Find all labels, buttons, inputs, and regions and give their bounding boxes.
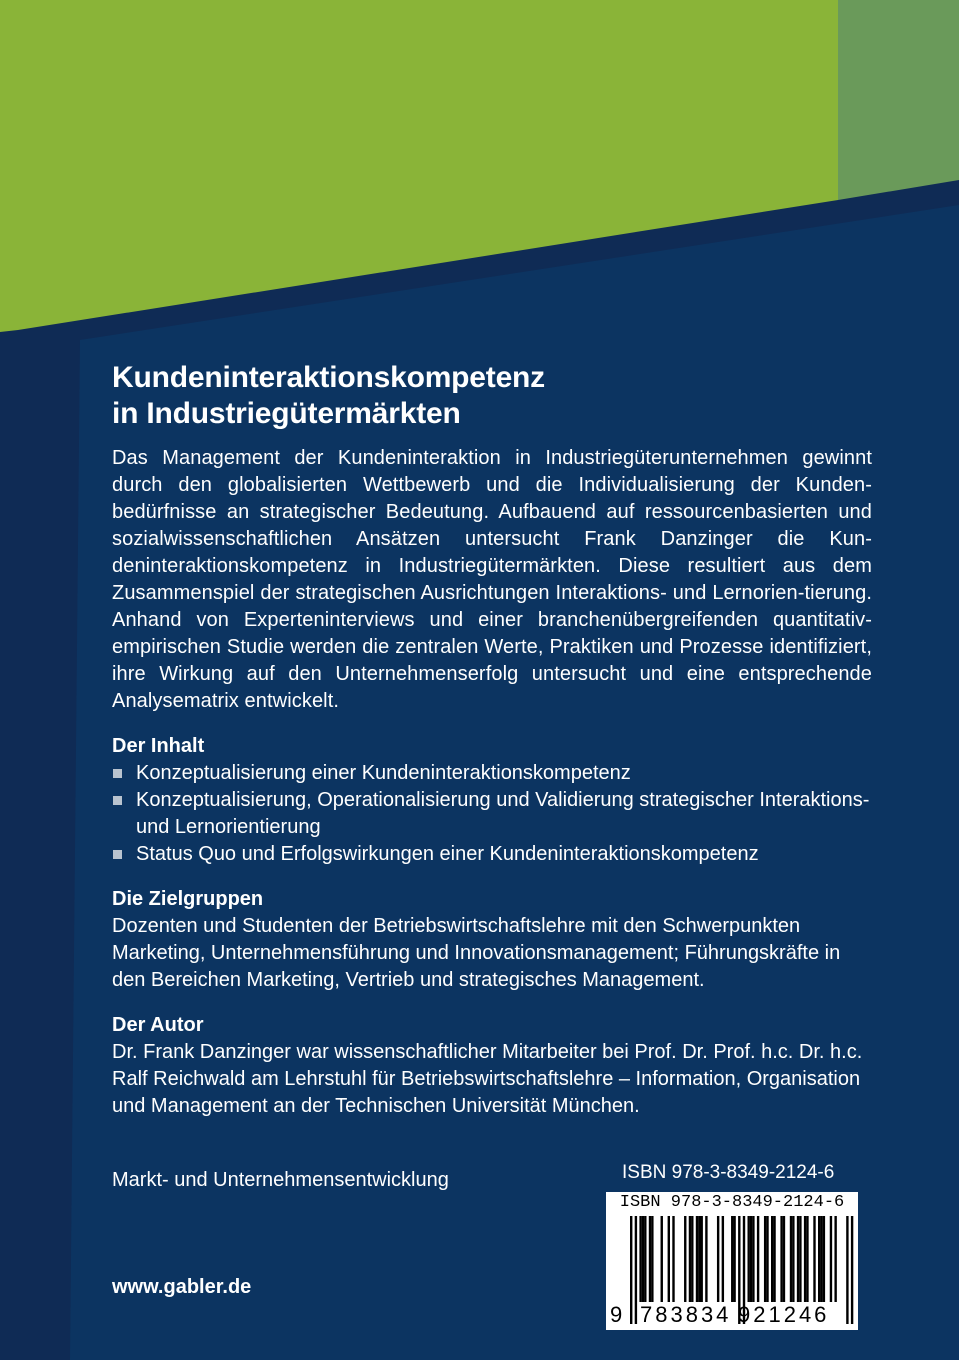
barcode-bar xyxy=(668,1216,670,1302)
barcode-bar xyxy=(661,1216,663,1302)
barcode-right-digits: 921246 xyxy=(738,1302,830,1327)
barcode-bar xyxy=(846,1216,848,1324)
barcode-bar xyxy=(748,1216,750,1302)
barcode-bar xyxy=(691,1216,693,1302)
barcode-bar xyxy=(696,1216,698,1302)
barcode-bar xyxy=(642,1216,644,1302)
barcode-bar xyxy=(851,1216,853,1324)
green-corner xyxy=(838,0,959,200)
barcode-bar xyxy=(818,1216,820,1302)
isbn-label: ISBN 978-3-8349-2124-6 xyxy=(622,1162,835,1183)
barcode-bar xyxy=(672,1216,674,1302)
title-line-1: Kundeninteraktionskompetenz xyxy=(112,361,545,394)
book-title xyxy=(112,360,872,432)
barcode-bar xyxy=(771,1216,773,1302)
barcode-bar xyxy=(764,1216,766,1302)
barcode-bar xyxy=(806,1216,808,1302)
barcode-bar xyxy=(701,1216,703,1302)
square-bullet-icon xyxy=(113,769,122,778)
barcode-bar xyxy=(830,1216,832,1302)
barcode-bar xyxy=(731,1216,733,1302)
audience-heading: Die Zielgruppen xyxy=(112,888,264,910)
barcode-bar xyxy=(750,1216,752,1302)
barcode-left-digits: 783834 xyxy=(640,1302,732,1327)
barcode-bar xyxy=(797,1216,799,1302)
barcode-bar xyxy=(804,1216,806,1302)
barcode-bar xyxy=(820,1216,822,1302)
barcode-bar xyxy=(792,1216,794,1302)
barcode-bar xyxy=(649,1216,651,1302)
barcode-bar xyxy=(705,1216,707,1302)
barcode-bar xyxy=(689,1216,691,1302)
barcode-bar xyxy=(799,1216,801,1302)
barcode-bar xyxy=(717,1216,719,1302)
barcode-bar xyxy=(823,1216,825,1302)
contents-heading: Der Inhalt xyxy=(112,735,205,757)
square-bullet-icon xyxy=(113,850,122,859)
square-bullet-icon xyxy=(113,796,122,805)
author-heading: Der Autor xyxy=(112,1014,204,1036)
isbn-barcode xyxy=(606,1192,858,1330)
barcode-bar xyxy=(644,1216,646,1302)
barcode-bar xyxy=(773,1216,775,1302)
contents-list xyxy=(112,760,872,868)
barcode-bar xyxy=(813,1216,815,1302)
barcode-bar xyxy=(698,1216,700,1302)
barcode-bar xyxy=(722,1216,724,1302)
barcode-bar xyxy=(783,1216,785,1302)
barcode-bar xyxy=(790,1216,792,1302)
list-item: Status Quo und Erfolgswirkungen einer Kundeninteraktionskompetenz xyxy=(112,841,872,868)
author-text: Dr. Frank Danzinger war wissenschaftlicher Mitarbeiter bei Prof. Dr. Prof. h.c. Dr. h.c. Ralf Reichwald am Lehrstuhl für Betriebswirtschaftslehre – Information, Organisation und Management an der Technischen Universität München. xyxy=(112,1041,863,1117)
barcode-bar xyxy=(630,1216,632,1324)
list-item: Konzeptualisierung einer Kundeninteraktionskompetenz xyxy=(112,760,872,787)
barcode-bar xyxy=(834,1216,836,1302)
publisher-website: www.gabler.de xyxy=(112,1276,252,1298)
audience-text: Dozenten und Studenten der Betriebswirtschaftslehre mit den Schwerpunkten Marketing, Unternehmensführung und Innovationsmanagement; Führungskräfte in den Bereichen Marketing, Vertrieb und strategisches Management. xyxy=(112,915,841,991)
barcode-bar xyxy=(757,1216,759,1302)
book-description: Das Management der Kundeninteraktion in Industriegüterunternehmen gewinnt durch den globalisierten Wettbewerb und die Individualisierung der Kunden-bedürfnisse an strategischer Bedeutung. Aufbauend auf ressourcenbasierten und sozialwissenschaftlichen Ansätzen untersucht Frank Danzinger die Kun-deninteraktionskompetenz in Industriegütermärkten. Diese resultiert aus dem Zusammenspiel der strategischen Ausrichtungen Interaktions- und Lernorien-tierung. Anhand von Experteninterviews und einer branchenübergreifenden quantitativ-empirischen Studie werden die zentralen Werte, Praktiken und Prozesse identifiziert, ihre Wirkung auf den Unternehmenserfolg untersucht und eine entsprechende Analysematrix entwickelt. xyxy=(112,447,872,712)
barcode-bar xyxy=(733,1216,735,1302)
barcode-bar xyxy=(766,1216,768,1302)
barcode-first-digit: 9 xyxy=(610,1302,626,1327)
barcode-bar xyxy=(639,1216,641,1302)
barcode-bar xyxy=(651,1216,653,1302)
title-line-2: in Industriegütermärkten xyxy=(112,397,461,430)
barcode-bar xyxy=(780,1216,782,1302)
list-item: Konzeptualisierung, Operationalisierung und Validierung strategischer Interaktions- und Lernorientierung xyxy=(112,787,872,841)
barcode-bar xyxy=(635,1216,637,1324)
barcode-bar xyxy=(752,1216,754,1302)
series-name: Markt- und Unternehmensentwicklung xyxy=(112,1169,449,1191)
back-cover-text xyxy=(112,360,872,1120)
barcode-isbn-text: ISBN 978-3-8349-2124-6 xyxy=(619,1193,845,1212)
barcode-bar xyxy=(684,1216,686,1302)
